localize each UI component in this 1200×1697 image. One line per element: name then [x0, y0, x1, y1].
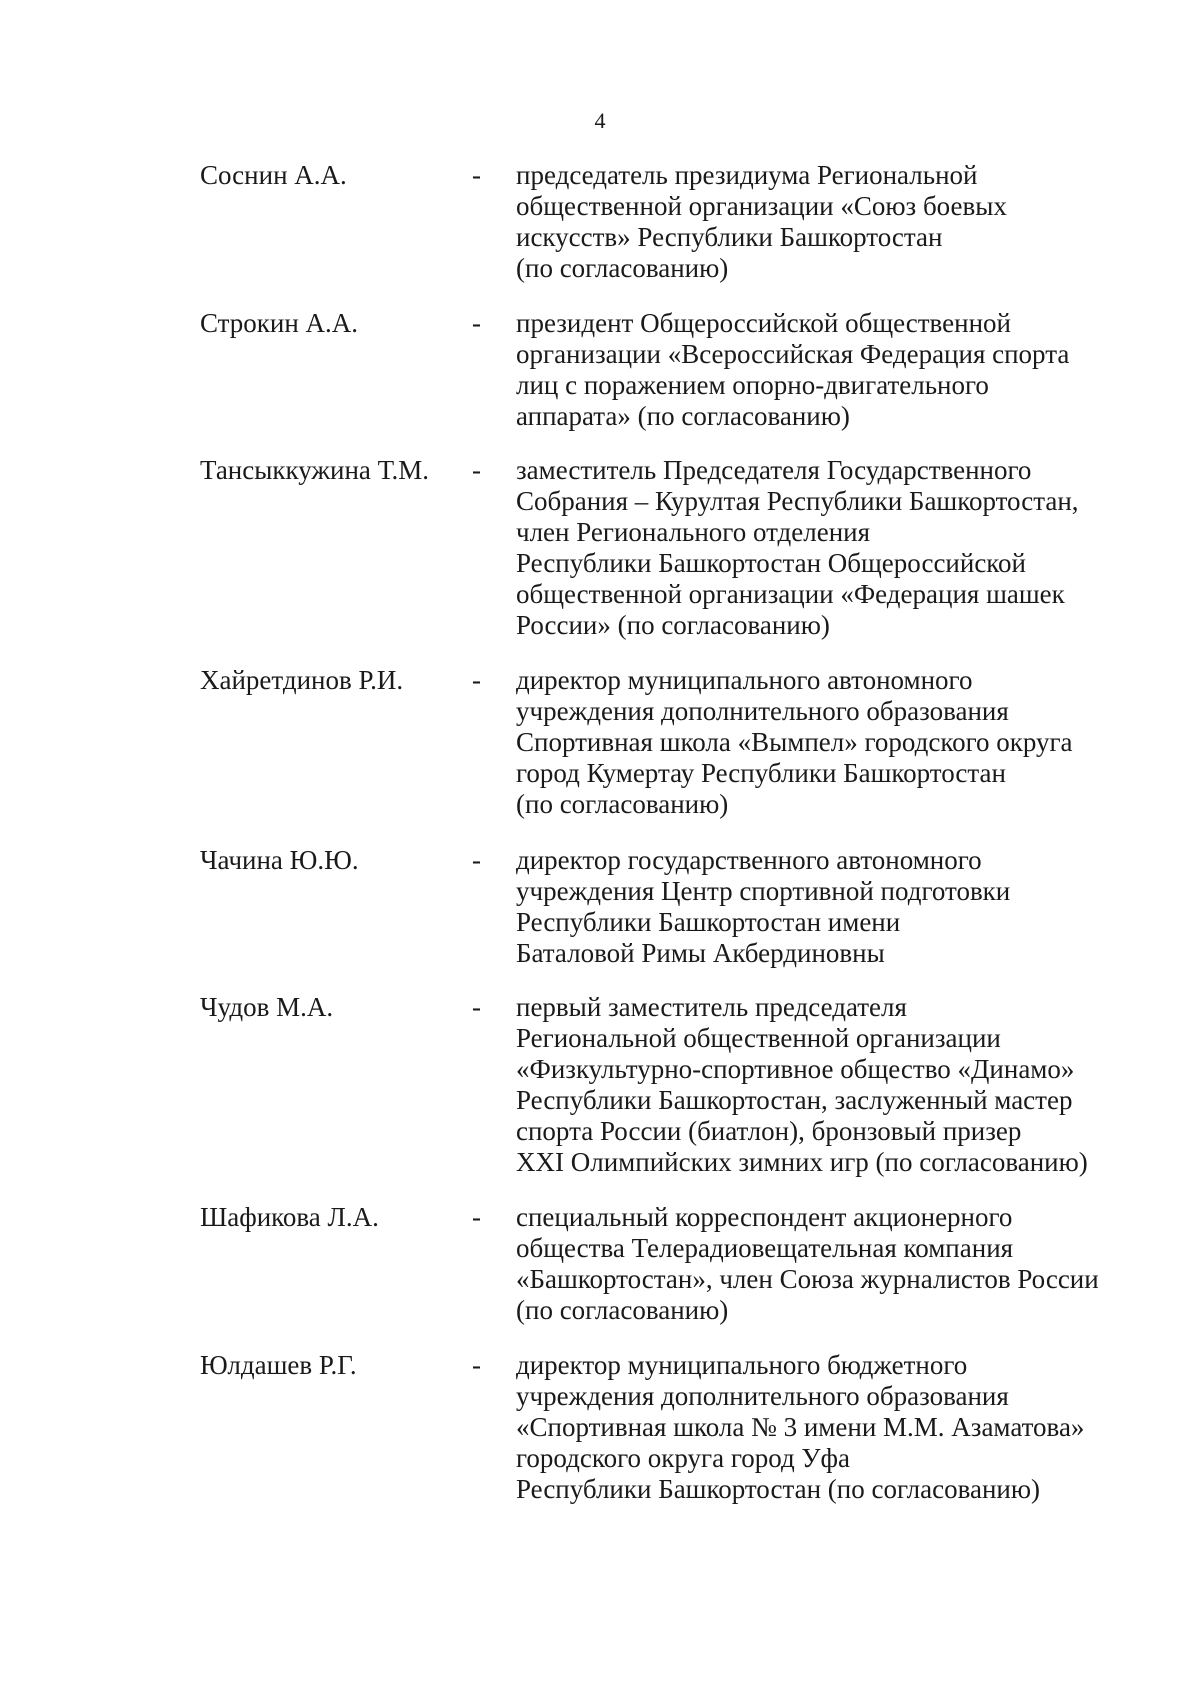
description-line: президент Общероссийской общественной — [516, 308, 1011, 338]
page-number: 4 — [594, 108, 606, 133]
description-line: общественной организации «Федерация шашек — [516, 579, 1065, 609]
description-line: городского округа город Уфа — [516, 1443, 851, 1473]
description-line: председатель президиума Региональной — [516, 160, 978, 190]
description-line: город Кумертау Республики Башкортостан — [516, 758, 1006, 788]
description-line: учреждения дополнительного образования — [516, 1381, 1009, 1411]
description-line: (по согласованию) — [516, 253, 729, 283]
member-description — [516, 845, 1146, 969]
member-description — [516, 1202, 1146, 1326]
description-line: директор муниципального автономного — [516, 665, 973, 695]
member-description — [516, 665, 1146, 820]
description-line: Региональной общественной организации — [516, 1023, 1001, 1053]
description-line: спорта России (биатлон), бронзовый призер — [516, 1116, 1022, 1146]
separator-dash: - — [472, 665, 481, 695]
description-line: директор государственного автономного — [516, 845, 982, 875]
description-line: Баталовой Римы Акбердиновны — [516, 938, 885, 968]
member-description — [516, 308, 1146, 432]
member-name: Чудов М.А. — [200, 992, 334, 1022]
description-line: лиц с поражением опорно-двигательного — [516, 370, 989, 400]
separator-dash: - — [472, 992, 481, 1022]
description-line: организации «Всероссийская Федерация спорта — [516, 339, 1070, 369]
member-name: Юлдашев Р.Г. — [200, 1350, 357, 1380]
description-line: учреждения дополнительного образования — [516, 696, 1009, 726]
description-line: «Спортивная школа № 3 имени М.М. Азаматова» — [516, 1412, 1085, 1442]
description-line: «Башкортостан», член Союза журналистов России — [516, 1264, 1099, 1294]
description-line: директор муниципального бюджетного — [516, 1350, 968, 1380]
separator-dash: - — [472, 1350, 481, 1380]
member-name: Тансыккужина Т.М. — [200, 455, 429, 485]
separator-dash: - — [472, 1202, 481, 1232]
description-line: общественной организации «Союз боевых — [516, 191, 1007, 221]
description-line: искусств» Республики Башкортостан — [516, 222, 943, 252]
description-line: Республики Башкортостан, заслуженный мастер — [516, 1085, 1073, 1115]
description-line: (по согласованию) — [516, 1295, 729, 1325]
description-line: XXI Олимпийских зимних игр (по согласованию) — [516, 1147, 1088, 1177]
separator-dash: - — [472, 308, 481, 338]
description-line: Республики Башкортостан имени — [516, 907, 901, 937]
member-description — [516, 455, 1146, 641]
description-line: Спортивная школа «Вымпел» городского округа — [516, 727, 1073, 757]
member-description — [516, 992, 1146, 1178]
member-description — [516, 160, 1146, 284]
description-line: (по согласованию) — [516, 789, 729, 819]
description-line: учреждения Центр спортивной подготовки — [516, 876, 1011, 906]
description-line: специальный корреспондент акционерного — [516, 1202, 1013, 1232]
description-line: общества Телерадиовещательная компания — [516, 1233, 1014, 1263]
description-line: член Регионального отделения — [516, 517, 871, 547]
description-line: заместитель Председателя Государственного — [516, 455, 1032, 485]
member-name: Шафикова Л.А. — [200, 1202, 379, 1232]
description-line: Республики Башкортостан (по согласованию) — [516, 1474, 1041, 1504]
separator-dash: - — [472, 845, 481, 875]
member-name: Чачина Ю.Ю. — [200, 845, 359, 875]
description-line: «Физкультурно-спортивное общество «Динамо» — [516, 1054, 1075, 1084]
description-line: Республики Башкортостан Общероссийской — [516, 548, 1027, 578]
description-line: России» (по согласованию) — [516, 610, 830, 640]
member-name: Хайретдинов Р.И. — [200, 665, 404, 695]
member-description — [516, 1350, 1146, 1505]
description-line: первый заместитель председателя — [516, 992, 907, 1022]
member-name: Строкин А.А. — [200, 308, 359, 338]
description-line: Собрания – Курултая Республики Башкортостан, — [516, 486, 1079, 516]
member-name: Соснин А.А. — [200, 160, 347, 190]
separator-dash: - — [472, 455, 481, 485]
separator-dash: - — [472, 160, 481, 190]
description-line: аппарата» (по согласованию) — [516, 401, 850, 431]
